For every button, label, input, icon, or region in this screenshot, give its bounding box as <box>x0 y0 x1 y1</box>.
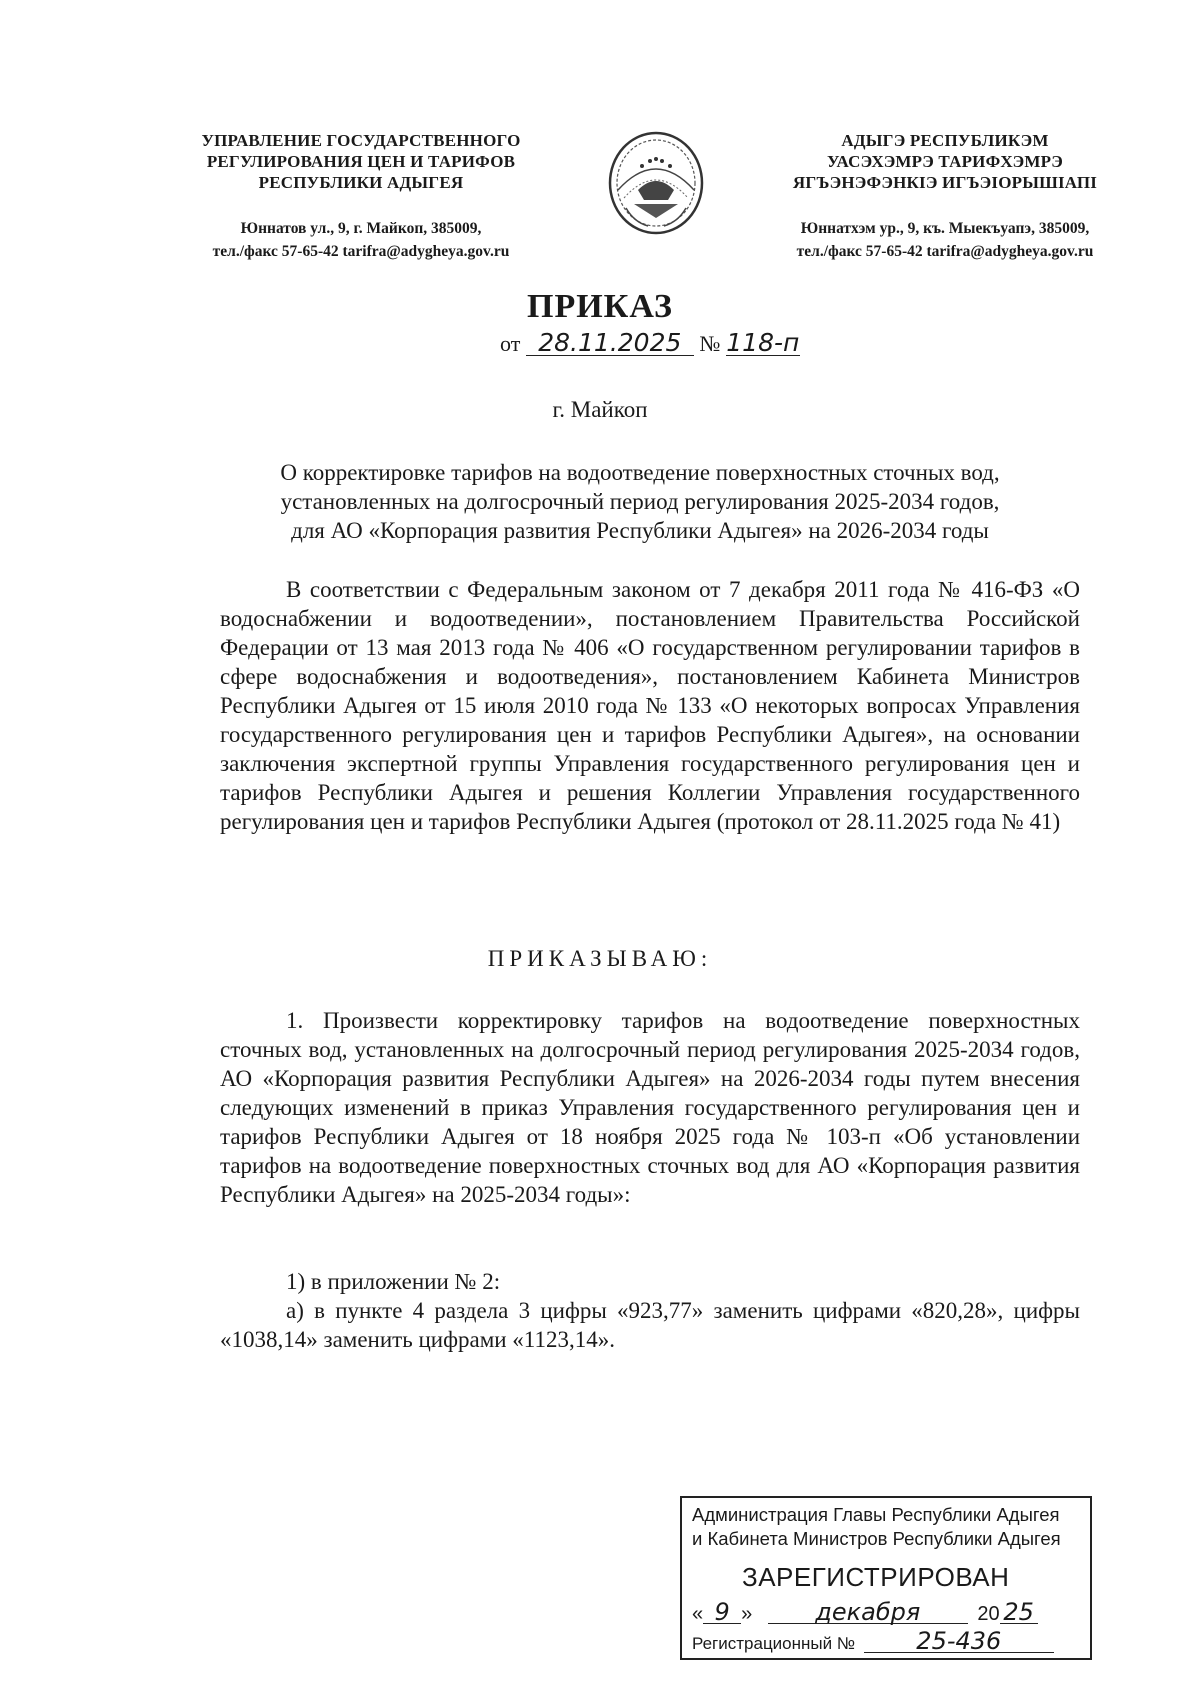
header-left-block <box>176 130 546 263</box>
order-subject <box>200 458 1080 545</box>
header-left-contacts <box>176 217 546 263</box>
order-number-handwritten: 118-п <box>726 328 800 357</box>
item-1-paragraph: 1. Произвести корректировку тарифов на водоотведение поверхностных сточных вод, установленных на долгосрочный период регулирования 2025-2034 годов, АО «Корпорация развития Республики Адыгея» на 2026-2034 годы путем внесения следующих изменений в приказ Управления государственного регулирования цен и тарифов Республики Адыгея от 18 ноября 2025 года № 103-п «Об установлении тарифов на водоотведение поверхностных сточных вод для АО «Корпорация развития Республики Адыгея» на 2025-2034 годы»: <box>220 1008 1080 1207</box>
stamp-org-line-2: и Кабинета Министров Республики Адыгея <box>692 1528 1061 1549</box>
subject-line-1: О корректировке тарифов на водоотведение поверхностных сточных вод, <box>280 460 1000 485</box>
stamp-date-line <box>692 1598 1080 1626</box>
stamp-org-line-1: Администрация Главы Республики Адыгея <box>692 1504 1060 1525</box>
subject-line-3: для АО «Корпорация развития Республики Адыгея» на 2026-2034 годы <box>291 518 989 543</box>
registration-stamp <box>680 1496 1092 1660</box>
header-left-line-2: РЕГУЛИРОВАНИЯ ЦЕН И ТАРИФОВ <box>206 152 516 171</box>
subject-line-2: установленных на долгосрочный период регулирования 2025-2034 годов, <box>280 489 1000 514</box>
header-right-contact: тел./факс 57-65-42 tarifra@adygheya.gov.ru <box>796 243 1094 260</box>
header-right-title <box>760 130 1130 193</box>
coat-of-arms-emblem <box>604 128 708 238</box>
stamp-quote-close: » <box>741 1603 753 1625</box>
header-right-block <box>760 130 1130 263</box>
command-heading: ПРИКАЗЫВАЮ: <box>487 946 713 971</box>
header-right-line-2: УАСЭХЭМРЭ ТАРИФХЭМРЭ <box>827 152 1063 171</box>
header-left-contact: тел./факс 57-65-42 tarifra@adygheya.gov.ru <box>212 243 510 260</box>
stamp-year-prefix: 20 <box>977 1603 1000 1625</box>
stamp-quote-open: « <box>692 1603 704 1625</box>
order-date-handwritten: 28.11.2025 <box>526 331 694 356</box>
stamp-title: ЗАРЕГИСТРИРОВАН <box>742 1562 1010 1592</box>
header-left-title <box>176 130 546 193</box>
order-title: ПРИКАЗ <box>527 288 673 325</box>
order-date-number-line <box>500 328 800 357</box>
header-right-contacts <box>760 217 1130 263</box>
header-left-line-1: УПРАВЛЕНИЕ ГОСУДАРСТВЕННОГО <box>201 131 521 150</box>
header-left-address: Юннатов ул., 9, г. Майкоп, 385009, <box>240 220 482 237</box>
stamp-day-handwritten: 9 <box>703 1601 741 1624</box>
item-1-subitem-a: а) в пункте 4 раздела 3 цифры «923,77» заменить цифрами «820,28», цифры «1038,14» заменить цифрами «1123,14». <box>220 1298 1080 1352</box>
header-right-line-1: АДЫГЭ РЕСПУБЛИКЭМ <box>841 131 1049 150</box>
item-1-subitem-1: 1) в приложении № 2: <box>286 1269 501 1294</box>
header-right-line-3: ЯГЪЭНЭФЭНКIЭ ИГЪЭIОРЫШIАПI <box>792 173 1098 192</box>
preamble-paragraph: В соответствии с Федеральным законом от 7 декабря 2011 года № 416-ФЗ «О водоснабжении и водоотведении», постановлением Правительства Российской Федерации от 13 мая 2013 года № 406 «О государственном регулировании тарифов в сфере водоснабжения и водоотведения», постановлением Кабинета Министров Республики Адыгея от 15 июля 2010 года № 133 «О некоторых вопросах Управления государственного регулирования цен и тарифов Республики Адыгея», на основании заключения экспертной группы Управления государственного регулирования цен и тарифов Республики Адыгея и решения Коллегии Управления государственного регулирования цен и тарифов Республики Адыгея (протокол от 28.11.2025 года № 41) <box>220 577 1080 834</box>
order-number-label: № <box>699 331 721 356</box>
header-right-address: Юннатхэм ур., 9, къ. Мыекъуапэ, 385009, <box>800 220 1090 237</box>
order-from-label: от <box>500 331 521 356</box>
city-name: г. Майкоп <box>552 397 648 422</box>
header-left-line-3: РЕСПУБЛИКИ АДЫГЕЯ <box>258 173 464 192</box>
stamp-reg-number-handwritten: 25-436 <box>864 1630 1054 1653</box>
stamp-year-handwritten: 25 <box>1000 1601 1038 1624</box>
stamp-reg-label: Регистрационный № <box>692 1634 856 1653</box>
stamp-reg-line <box>692 1627 1054 1655</box>
stamp-month-handwritten: декабря <box>768 1601 968 1624</box>
